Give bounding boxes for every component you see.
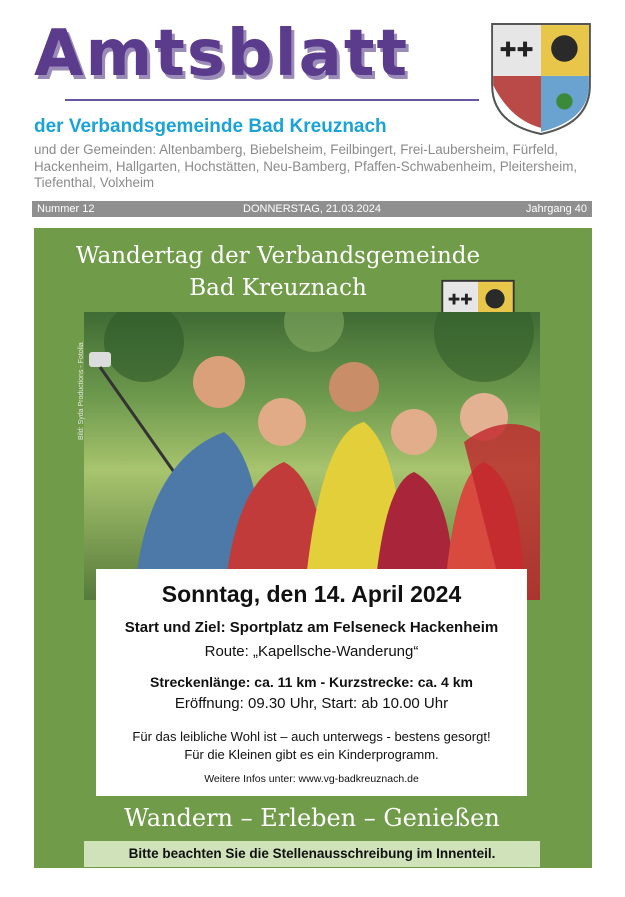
event-opening-time: Eröffnung: 09.30 Uhr, Start: ab 10.00 Uhr (174, 695, 449, 712)
event-kids-program: Für die Kleinen gibt es ein Kinderprogramm. (184, 747, 439, 762)
title-rule (65, 99, 479, 101)
svg-text:✚✚: ✚✚ (447, 291, 473, 309)
event-website: Weitere Infos unter: www.vg-badkreuznach.de (204, 773, 419, 785)
poster-slogan: Wandern – Erleben – Genießen (124, 804, 500, 832)
event-distance: Streckenlänge: ca. 11 km - Kurzstrecke: ca. 4 km (150, 674, 473, 690)
svg-text:✚✚: ✚✚ (499, 37, 534, 62)
poster-title-line-1: Wandertag der Verbandsgemeinde (75, 243, 481, 269)
hikers-photo (84, 312, 540, 600)
newspaper-subtitle: der Verbandsgemeinde Bad Kreuznach (34, 116, 387, 137)
masthead (0, 0, 625, 200)
poster-title-line-2: Bad Kreuznach (189, 275, 367, 301)
poster-title (50, 240, 506, 304)
issue-volume: Jahrgang 40 (525, 203, 587, 215)
event-details-card (96, 569, 527, 796)
issue-number: Nummer 12 (37, 203, 95, 215)
hikers-photo-illustration (84, 312, 540, 600)
event-date: Sonntag, den 14. April 2024 (161, 581, 462, 607)
member-municipalities: und der Gemeinden: Altenbamberg, Biebelsheim, Feilbingert, Frei-Laubersheim, Fürfeld, Hackenheim, Hallgarten, Hochstätten, Neu-Bamberg, Pfaffen-Schwabenheim, Pleitersheim, Tiefenthal, Volxheim (34, 142, 578, 190)
issue-date: DONNERSTAG, 21.03.2024 (243, 203, 381, 215)
event-start-location: Start und Ziel: Sportplatz am Felseneck Hackenheim (124, 619, 499, 636)
event-route: Route: „Kapellsche-Wanderung“ (204, 643, 419, 660)
job-notice-banner: Bitte beachten Sie die Stellenausschreibung im Innenteil. (84, 841, 540, 867)
event-catering-note: Für das leibliche Wohl ist – auch unterwegs - bestens gesorgt! (132, 729, 491, 744)
issue-info-bar (32, 201, 592, 217)
coat-of-arms-icon (490, 22, 592, 136)
photo-credit: Bild: Syda Productions - Fotolia (78, 342, 85, 440)
newspaper-title: Amtsblatt (34, 17, 410, 91)
